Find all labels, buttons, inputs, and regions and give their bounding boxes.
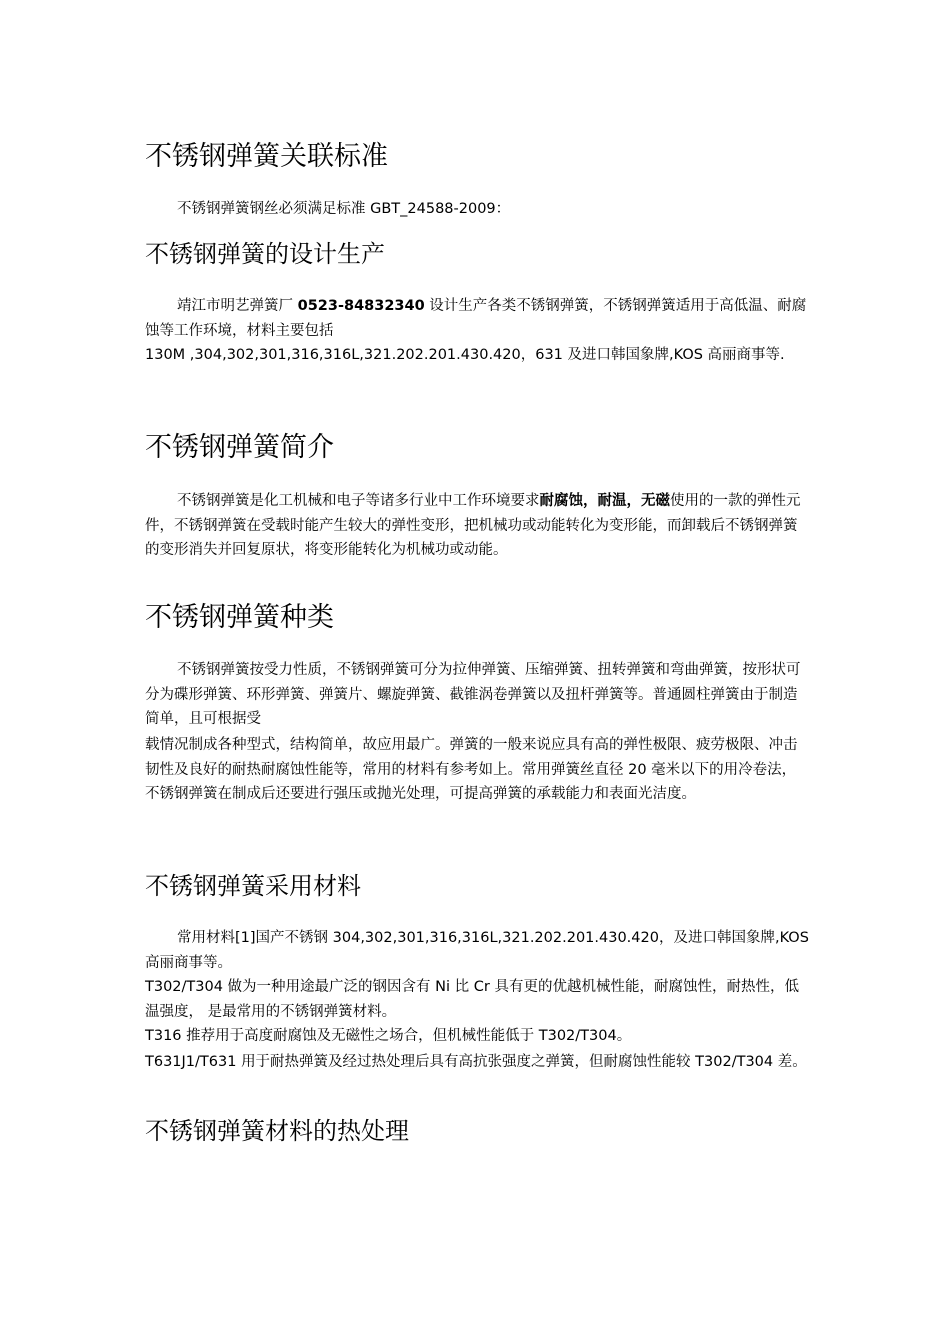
heading-introduction: 不锈钢弹簧简介 — [145, 432, 334, 463]
paragraph-materials-3: T316 推荐用于高度耐腐蚀及无磁性之场合，但机械性能低于 T302/T304。 — [145, 1028, 632, 1044]
text-design-description: 设计生产各类不锈钢弹簧，不锈钢弹簧适用于高低温、耐腐蚀等工作环境，材料主要包括 — [145, 298, 807, 339]
paragraph-materials-4: T631J1/T631 用于耐热弹簧及经过热处理后具有高抗张强度之弹簧，但耐腐蚀性能较 T302/T304 差。 — [145, 1054, 807, 1070]
heading-types: 不锈钢弹簧种类 — [145, 602, 334, 633]
paragraph-materials-list: 130M ,304,302,301,316,316L,321.202.201.430.420，631 及进口韩国象牌,KOS 高丽商事等. — [145, 347, 785, 363]
paragraph-types-2: 载情况制成各种型式，结构简单，故应用最广。弹簧的一般来说应具有高的弹性极限、疲劳极限、冲击韧性及良好的耐热耐腐蚀性能等，常用的材料有参考如上。常用弹簧丝直径 20 毫米以下的用冷卷法，不锈钢弹簧在制成后还要进行强压或抛光处理，可提高弹簧的承载能力和表面光洁度。 — [145, 737, 798, 802]
text-intro-start: 不锈钢弹簧是化工机械和电子等诸多行业中工作环境要求 — [177, 493, 540, 509]
heading-design-production: 不锈钢弹簧的设计生产 — [145, 240, 385, 268]
text-factory: 靖江市明艺弹簧厂 — [177, 298, 298, 314]
paragraph-introduction — [145, 489, 810, 563]
heading-related-standards: 不锈钢弹簧关联标准 — [145, 141, 388, 172]
heading-heat-treatment: 不锈钢弹簧材料的热处理 — [145, 1117, 409, 1145]
text-intro-bold: 耐腐蚀，耐温，无磁 — [539, 493, 670, 509]
paragraph-types-1: 不锈钢弹簧按受力性质，不锈钢弹簧可分为拉伸弹簧、压缩弹簧、扭转弹簧和弯曲弹簧，按形状可分为碟形弹簧、环形弹簧、弹簧片、螺旋弹簧、截锥涡卷弹簧以及扭杆弹簧等。普通圆柱弹簧由于制造简单，且可根据受 — [145, 662, 801, 727]
paragraph-standards: 不锈钢弹簧钢丝必须满足标准 GBT_24588-2009： — [177, 201, 511, 217]
paragraph-materials-2: T302/T304 做为一种用途最广泛的钢因含有 Ni 比 Cr 具有更的优越机械性能，耐腐蚀性，耐热性，低温强度， 是最常用的不锈钢弹簧材料。 — [145, 979, 799, 1020]
heading-materials: 不锈钢弹簧采用材料 — [145, 872, 361, 900]
text-intro-rest: 使用的一款的弹性元件，不锈钢弹簧在受载时能产生较大的弹性变形，把机械功或动能转化为变形能，而卸载后不锈钢弹簧的变形消失并回复原状，将变形能转化为机械功或动能。 — [145, 493, 801, 558]
paragraph-design-production — [145, 294, 810, 343]
paragraph-materials-1: 常用材料[1]国产不锈钢 304,302,301,316,316L,321.202.201.430.420，及进口韩国象牌,KOS 高丽商事等。 — [145, 930, 809, 971]
phone-number: 0523-84832340 — [297, 298, 425, 314]
